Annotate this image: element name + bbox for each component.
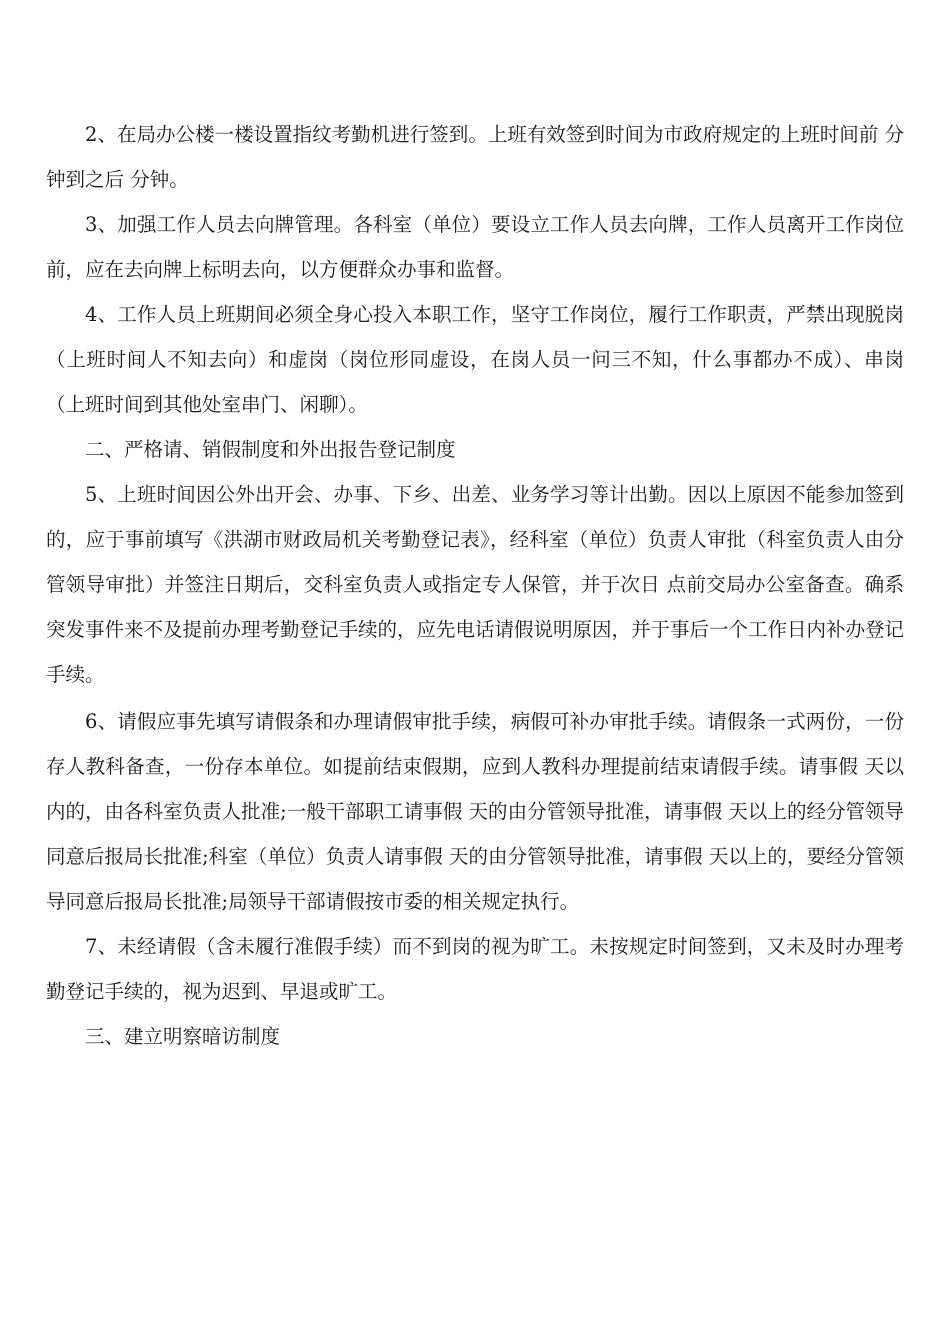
paragraph-item-7-absenteeism: 7、未经请假（含未履行准假手续）而不到岗的视为旷工。未按规定时间签到，又未及时办理考勤登记手续的，视为迟到、早退或旷工。 xyxy=(46,935,904,1003)
section-heading-leave-system: 二、严格请、销假制度和外出报告登记制度 xyxy=(85,438,456,461)
paragraph-item-5-attendance-registration: 5、上班时间因公外出开会、办事、下乡、出差、业务学习等计出勤。因以上原因不能参加签到的，应于事前填写《洪湖市财政局机关考勤登记表》，经科室（单位）负责人审批（科室负责人由分管领导审批）并签注日期后，交科室负责人或指定专人保管，并于次日 点前交局办公室备查。确系突发事件来不及提前办理考勤登记手续的，应先电话请假说明原因，并于事后一个工作日内补办登记手续。 xyxy=(46,483,905,686)
paragraph-item-4-duty-discipline: 4、工作人员上班期间必须全身心投入本职工作，坚守工作岗位，履行工作职责，严禁出现脱岗（上班时间人不知去向）和虚岗（岗位形同虚设，在岗人员一问三不知，什么事都办不成）、串岗（上班时间到其他处室串门、闲聊）。 xyxy=(46,303,904,416)
paragraph-item-2-fingerprint-checkin: 2、在局办公楼一楼设置指纹考勤机进行签到。上班有效签到时间为市政府规定的上班时间前 分钟到之后 分钟。 xyxy=(46,123,904,191)
paragraph-item-3-whereabouts-board: 3、加强工作人员去向牌管理。各科室（单位）要设立工作人员去向牌，工作人员离开工作岗位前，应在去向牌上标明去向，以方便群众办事和监督。 xyxy=(46,213,904,281)
section-heading-inspection-system: 三、建立明察暗访制度 xyxy=(85,1025,281,1048)
paragraph-item-6-leave-approval: 6、请假应事先填写请假条和办理请假审批手续，病假可补办审批手续。请假条一式两份，一份存人教科备查，一份存本单位。如提前结束假期，应到人教科办理提前结束请假手续。请事假 天以内的，由各科室负责人批准;一般干部职工请事假 天的由分管领导批准，请事假 天以上的经分管领导同意后报局长批准;科室（单位）负责人请事假 天的由分管领导批准，请事假 天以上的，要经分管领导同意后报局长批准;局领导干部请假按市委的相关规定执行。 xyxy=(46,710,904,913)
